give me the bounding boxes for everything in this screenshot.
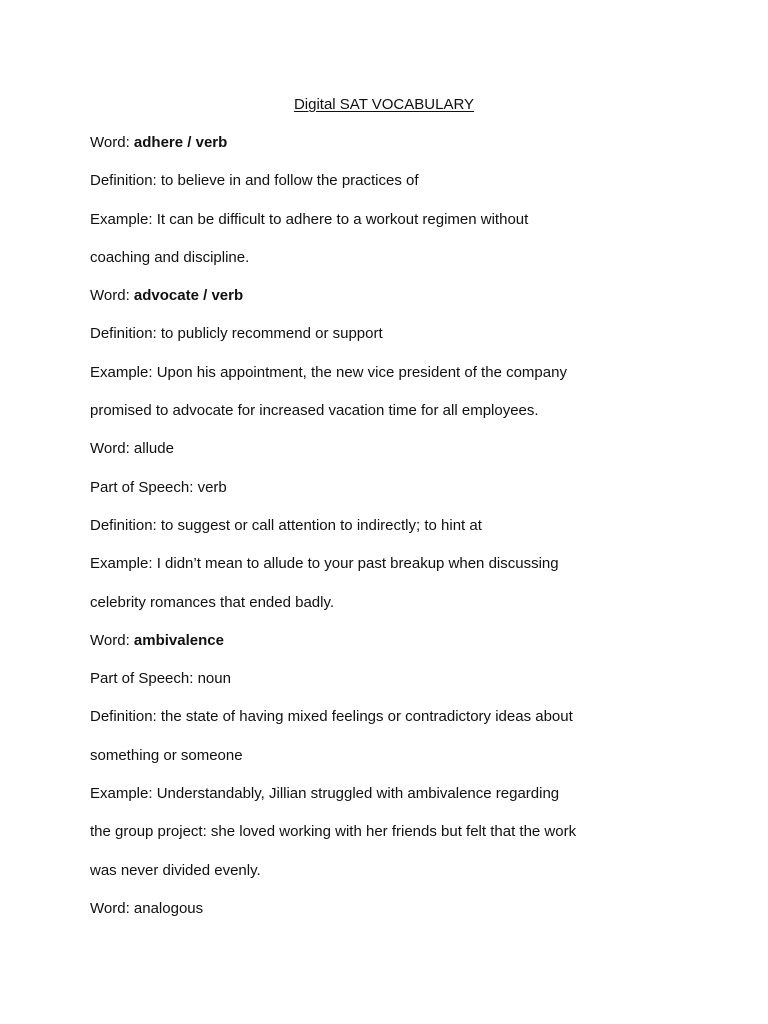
text-line bbox=[90, 286, 730, 324]
line-text: Part of Speech: noun bbox=[90, 670, 231, 688]
text-line bbox=[90, 401, 730, 439]
line-text: promised to advocate for increased vacation time for all employees. bbox=[90, 402, 539, 420]
text-line bbox=[90, 478, 730, 516]
text-line bbox=[90, 669, 730, 707]
text-line bbox=[90, 171, 730, 209]
text-line bbox=[90, 746, 730, 784]
line-text: Example: It can be difficult to adhere to a workout regimen without bbox=[90, 210, 529, 228]
text-line bbox=[90, 899, 730, 937]
text-line bbox=[90, 593, 730, 631]
text-line bbox=[90, 324, 730, 362]
text-line bbox=[90, 707, 730, 745]
document-title: Digital SAT VOCABULARY bbox=[293, 96, 475, 113]
line-label: Word: bbox=[90, 631, 134, 649]
line-text: Example: Understandably, Jillian struggled with ambivalence regarding bbox=[90, 785, 560, 803]
line-text: celebrity romances that ended badly. bbox=[90, 593, 335, 611]
text-line bbox=[90, 248, 730, 286]
line-label: Word: bbox=[90, 134, 134, 151]
line-text: Definition: the state of having mixed feelings or contradictory ideas about bbox=[90, 708, 573, 726]
line-text: something or someone bbox=[90, 746, 243, 764]
line-label: Word: bbox=[90, 287, 134, 305]
line-text: Word: allude bbox=[90, 440, 174, 458]
line-text: Definition: to suggest or call attention to indirectly; to hint at bbox=[90, 516, 482, 534]
line-text: the group project: she loved working with her friends but felt that the work bbox=[90, 823, 577, 841]
text-line bbox=[90, 439, 730, 477]
vocabulary-list bbox=[90, 133, 730, 937]
text-line bbox=[90, 210, 730, 248]
text-line bbox=[90, 631, 730, 669]
text-line bbox=[90, 822, 730, 860]
line-bold-term: adhere / verb bbox=[133, 134, 228, 151]
text-line bbox=[90, 554, 730, 592]
line-bold-term: ambivalence bbox=[133, 631, 224, 649]
line-text: was never divided evenly. bbox=[90, 861, 261, 879]
text-line bbox=[90, 784, 730, 822]
line-text: Part of Speech: verb bbox=[90, 478, 227, 496]
line-text: Definition: to publicly recommend or support bbox=[90, 325, 383, 343]
line-bold-term: advocate / verb bbox=[133, 287, 244, 305]
text-line bbox=[90, 516, 730, 554]
line-text: Example: Upon his appointment, the new vice president of the company bbox=[90, 363, 567, 381]
line-text: Example: I didn’t mean to allude to your past breakup when discussing bbox=[90, 555, 559, 573]
text-line bbox=[90, 133, 730, 171]
line-text: Word: analogous bbox=[90, 899, 204, 917]
line-text: Definition: to believe in and follow the practices of bbox=[90, 172, 419, 190]
line-text: coaching and discipline. bbox=[90, 248, 250, 266]
text-line bbox=[90, 363, 730, 401]
text-line bbox=[90, 861, 730, 899]
